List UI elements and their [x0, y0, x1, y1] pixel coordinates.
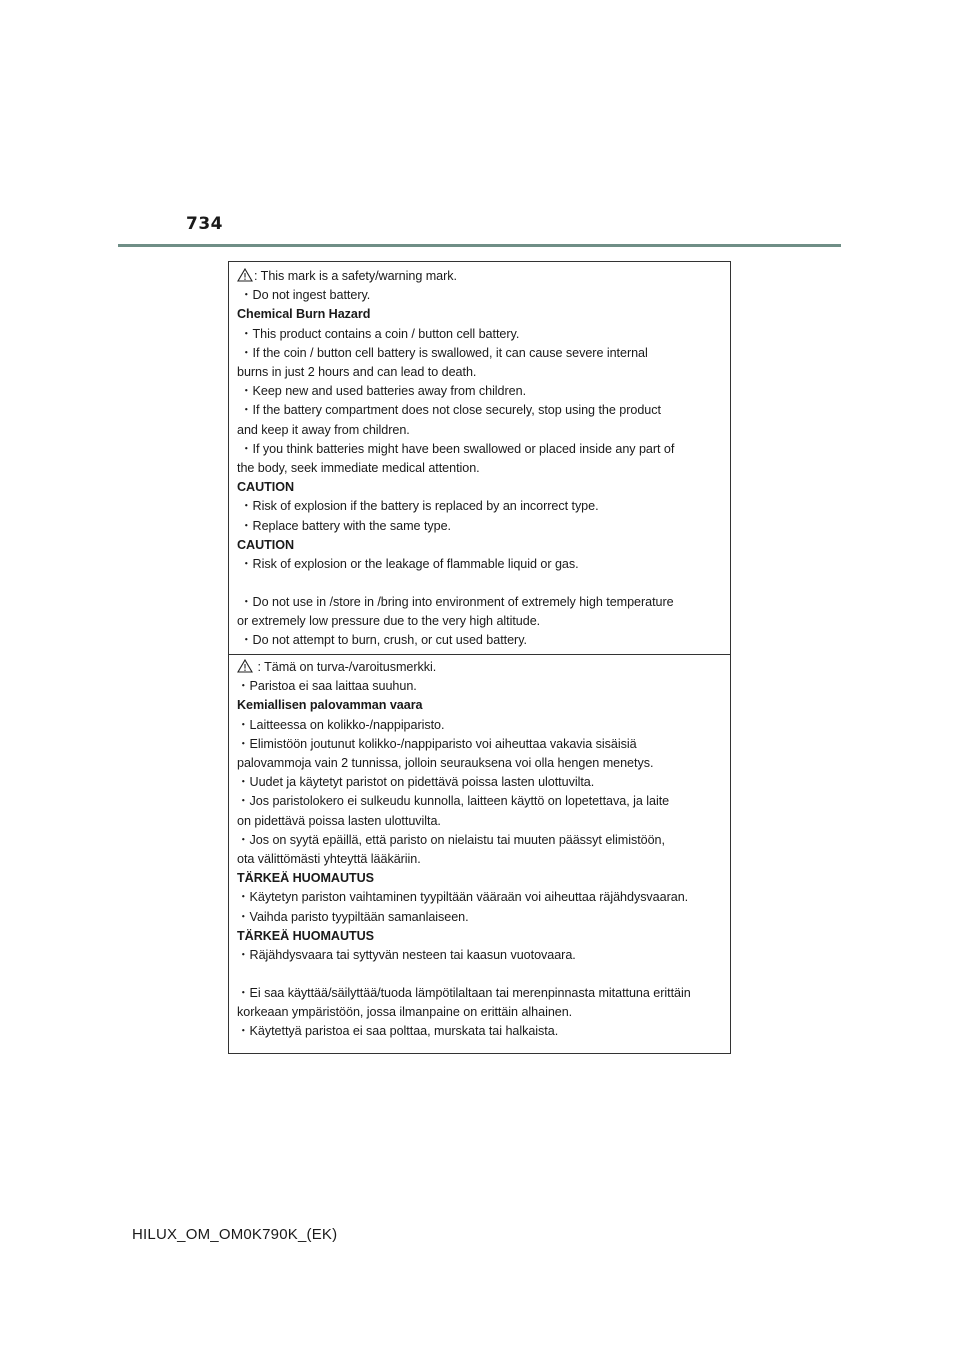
notice-heading: TÄRKEÄ HUOMAUTUS: [237, 871, 375, 886]
notice-line: ・Do not attempt to burn, crush, or cut used battery.: [240, 633, 527, 648]
notice-line: the body, seek immediate medical attention.: [237, 461, 480, 476]
mark-line: [237, 267, 730, 286]
notice-line: ・Replace battery with the same type.: [240, 518, 451, 533]
warning-triangle-icon: [237, 268, 253, 282]
notice-line: ota välittömästi yhteyttä lääkäriin.: [237, 852, 421, 867]
notice-line: ・Ei saa käyttää/säilyttää/tuoda lämpötilaltaan tai merenpinnasta mitattuna erittäin: [237, 985, 691, 1000]
notice-line: ・If the battery compartment does not close securely, stop using the product: [240, 403, 661, 418]
notice-heading: CAUTION: [237, 480, 295, 495]
warning-triangle-icon: [237, 659, 253, 673]
notice-line: ・Käytettyä paristoa ei saa polttaa, murskata tai halkaista.: [237, 1024, 559, 1039]
notice-line: ・If the coin / button cell battery is swallowed, it can cause severe internal: [240, 345, 648, 360]
notice-line: ・Paristoa ei saa laittaa suuhun.: [237, 679, 417, 694]
notice-line: ・Do not ingest battery.: [240, 288, 371, 303]
notice-line: ・Do not use in /store in /bring into environment of extremely high temperature: [240, 594, 674, 609]
mark-text: : Tämä on turva-/varoitusmerkki.: [254, 660, 437, 674]
notice-line: on pidettävä poissa lasten ulottuvilta.: [237, 813, 441, 828]
battery-notice-box: [228, 261, 731, 1054]
notice-line: ・Uudet ja käytetyt paristot on pidettävä poissa lasten ulottuvilta.: [237, 775, 595, 790]
notice-line: ・Elimistöön joutunut kolikko-/nappiparisto voi aiheuttaa vakavia sisäisiä: [237, 736, 637, 751]
notice-line: ・Käytetyn pariston vaihtaminen tyypiltään vääraän voi aiheuttaa räjähdysvaaran.: [237, 890, 689, 905]
notice-line: ・Vaihda paristo tyypiltään samanlaiseen.: [237, 909, 469, 924]
notice-line: ・Räjähdysvaara tai syttyvän nesteen tai kaasun vuotovaara.: [237, 948, 576, 963]
notice-lines: [237, 677, 730, 1041]
mark-line: [237, 658, 730, 677]
notice-line: or extremely low pressure due to the very high altitude.: [237, 613, 541, 628]
notice-line: ・Risk of explosion or the leakage of flammable liquid or gas.: [240, 557, 579, 572]
notice-heading: CAUTION: [237, 537, 295, 552]
notice-section-finnish: [229, 654, 730, 1049]
notice-lines: [237, 286, 730, 650]
notice-line: and keep it away from children.: [237, 422, 410, 437]
notice-section-english: [229, 267, 730, 652]
notice-line: burns in just 2 hours and can lead to death.: [237, 365, 477, 380]
paragraph-gap: [237, 965, 730, 984]
header-rule: [118, 244, 841, 247]
notice-line: ・Jos paristolokero ei sulkeudu kunnolla, laitteen käyttö on lopetettava, ja laite: [237, 794, 670, 809]
notice-line: ・Laitteessa on kolikko-/nappiparisto.: [237, 717, 445, 732]
notice-line: ・Jos on syytä epäillä, että paristo on nielaistu tai muuten päässyt elimistöön,: [237, 832, 665, 847]
notice-line: korkeaan ympäristöön, jossa ilmanpaine on erittäin alhainen.: [237, 1004, 573, 1019]
notice-heading: Chemical Burn Hazard: [237, 307, 371, 322]
page-number: 734: [186, 214, 223, 234]
document-footer-code: HILUX_OM_OM0K790K_(EK): [132, 1226, 338, 1243]
mark-text: : This mark is a safety/warning mark.: [254, 269, 457, 283]
notice-line: palovammoja vain 2 tunnissa, jolloin seurauksena voi olla hengen menetys.: [237, 756, 654, 771]
paragraph-gap: [237, 574, 730, 593]
notice-line: ・If you think batteries might have been swallowed or placed inside any part of: [240, 441, 675, 456]
notice-heading: Kemiallisen palovamman vaara: [237, 698, 423, 713]
notice-line: ・This product contains a coin / button cell battery.: [240, 326, 520, 341]
notice-line: ・Keep new and used batteries away from children.: [240, 384, 527, 399]
notice-heading: TÄRKEÄ HUOMAUTUS: [237, 928, 375, 943]
notice-line: ・Risk of explosion if the battery is replaced by an incorrect type.: [240, 499, 599, 514]
